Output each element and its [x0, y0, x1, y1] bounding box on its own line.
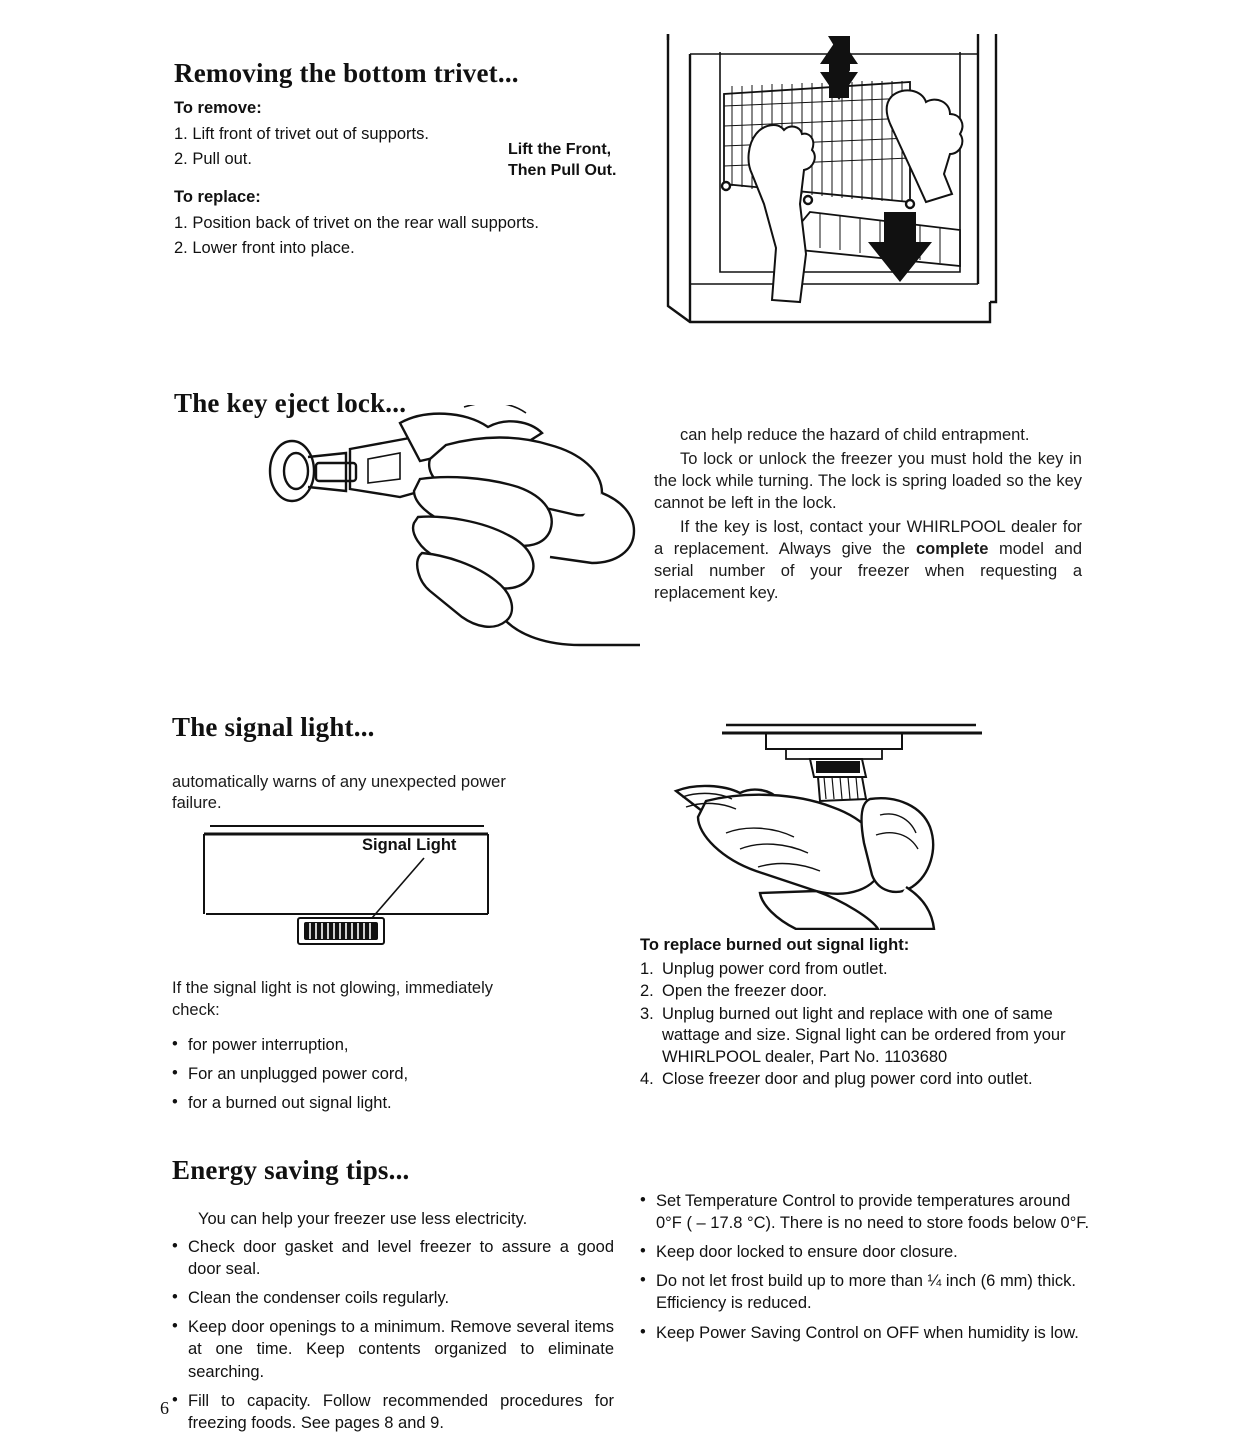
step-text: Close freezer door and plug power cord into outlet. [662, 1070, 1033, 1089]
list-item: • for a burned out signal light. [172, 1092, 502, 1114]
step-text: Unplug power cord from outlet. [662, 960, 888, 978]
list-item [640, 959, 1090, 980]
list-item: • Fill to capacity. Follow recommended procedures for freezing foods. See pages 8 and 9. [172, 1390, 614, 1434]
step-number: 3. [640, 1004, 654, 1023]
signal-light-replacement-illustration [666, 715, 986, 930]
signal-light-replace-heading: To replace burned out signal light: [640, 936, 910, 954]
list-item: 2. Lower front into place. [174, 239, 355, 258]
list-item [640, 1004, 1090, 1068]
step-text: Open the freezer door. [662, 982, 828, 1001]
signal-light-check-list [172, 1034, 502, 1114]
list-item [640, 1069, 1090, 1090]
key-lock-paragraph-1: can help reduce the hazard of child entrapment. [680, 426, 1030, 444]
key-lock-paragraph-3-part1: If the key is lost, contact your WHIRLPOOL dealer for a replacement. Always give the [654, 517, 1082, 558]
list-item: • For an unplugged power cord, [172, 1063, 502, 1085]
trivet-illustration [660, 34, 1020, 324]
trivet-to-remove-heading: To remove: [174, 99, 262, 117]
step-number: 1. [640, 960, 654, 978]
step-text: Unplug burned out light and replace with one of same wattage and size. Signal light can be ordered from your WHIRLPOOL dealer, Part No. 1103680 [662, 1004, 1066, 1066]
key-lock-paragraph-3 [654, 517, 1082, 605]
energy-right-column [640, 1190, 1090, 1351]
key-lock-text-block [654, 425, 1082, 605]
key-lock-illustration [250, 405, 640, 660]
key-lock-section-title: The key eject lock... [174, 388, 407, 418]
list-item: 1. Lift front of trivet out of supports. [174, 125, 429, 143]
energy-left-column [172, 1212, 614, 1441]
list-item: • for power interruption, [172, 1034, 502, 1056]
step-number: 2. [640, 982, 654, 1001]
signal-light-replace-steps [640, 959, 1090, 1091]
list-item: • Do not let frost build up to more than ¼ inch (6 mm) thick. Efficiency is reduced. [640, 1270, 1090, 1314]
list-item: 1. Position back of trivet on the rear wall supports. [174, 213, 540, 232]
energy-left-list [172, 1236, 614, 1434]
list-item: 2. Pull out. [174, 150, 252, 169]
list-item: • Keep door locked to ensure door closure. [640, 1241, 1090, 1263]
step-number: 4. [640, 1070, 654, 1089]
signal-light-replace-block [640, 936, 1090, 1092]
page-number: 6 [160, 1398, 169, 1418]
signal-light-diagram-label: Signal Light [362, 836, 457, 854]
list-item: • Check door gasket and level freezer to assure a good door seal. [172, 1236, 614, 1280]
energy-section-title: Energy saving tips... [172, 1155, 410, 1185]
trivet-section-title: Removing the bottom trivet... [174, 58, 519, 88]
list-item: • Keep door openings to a minimum. Remove several items at one time. Keep contents organized to eliminate searching. [172, 1316, 614, 1382]
trivet-replace-steps [174, 212, 644, 261]
signal-light-check-block [172, 978, 502, 1121]
list-item [640, 981, 1090, 1002]
trivet-callout-line1: Lift the Front, [508, 141, 612, 158]
list-item: • Set Temperature Control to provide temperatures around 0°F ( – 17.8 °C). There is no need to store foods below 0°F. [640, 1190, 1090, 1234]
list-item: • Keep Power Saving Control on OFF when humidity is low. [640, 1322, 1090, 1344]
trivet-callout-text [508, 140, 648, 182]
signal-light-check-intro: If the signal light is not glowing, immediately check: [172, 979, 493, 1019]
signal-light-intro: automatically warns of any unexpected power failure. [172, 772, 506, 813]
signal-light-section-title: The signal light... [172, 712, 375, 742]
trivet-callout-line2: Then Pull Out. [508, 161, 617, 179]
energy-right-list [640, 1190, 1090, 1344]
key-lock-paragraph-3-part2: model and serial number of your freezer when requesting a replacement key. [654, 539, 1082, 602]
energy-lead-text: You can help your freezer use less electricity. [198, 1209, 528, 1228]
list-item: • Clean the condenser coils regularly. [172, 1287, 614, 1309]
key-lock-bold-complete: complete [915, 539, 989, 558]
trivet-to-replace-heading: To replace: [174, 187, 261, 206]
key-lock-paragraph-2: To lock or unlock the freezer you must hold the key in the lock while turning. The lock is spring loaded so the key cannot be left in the lock. [654, 449, 1082, 512]
